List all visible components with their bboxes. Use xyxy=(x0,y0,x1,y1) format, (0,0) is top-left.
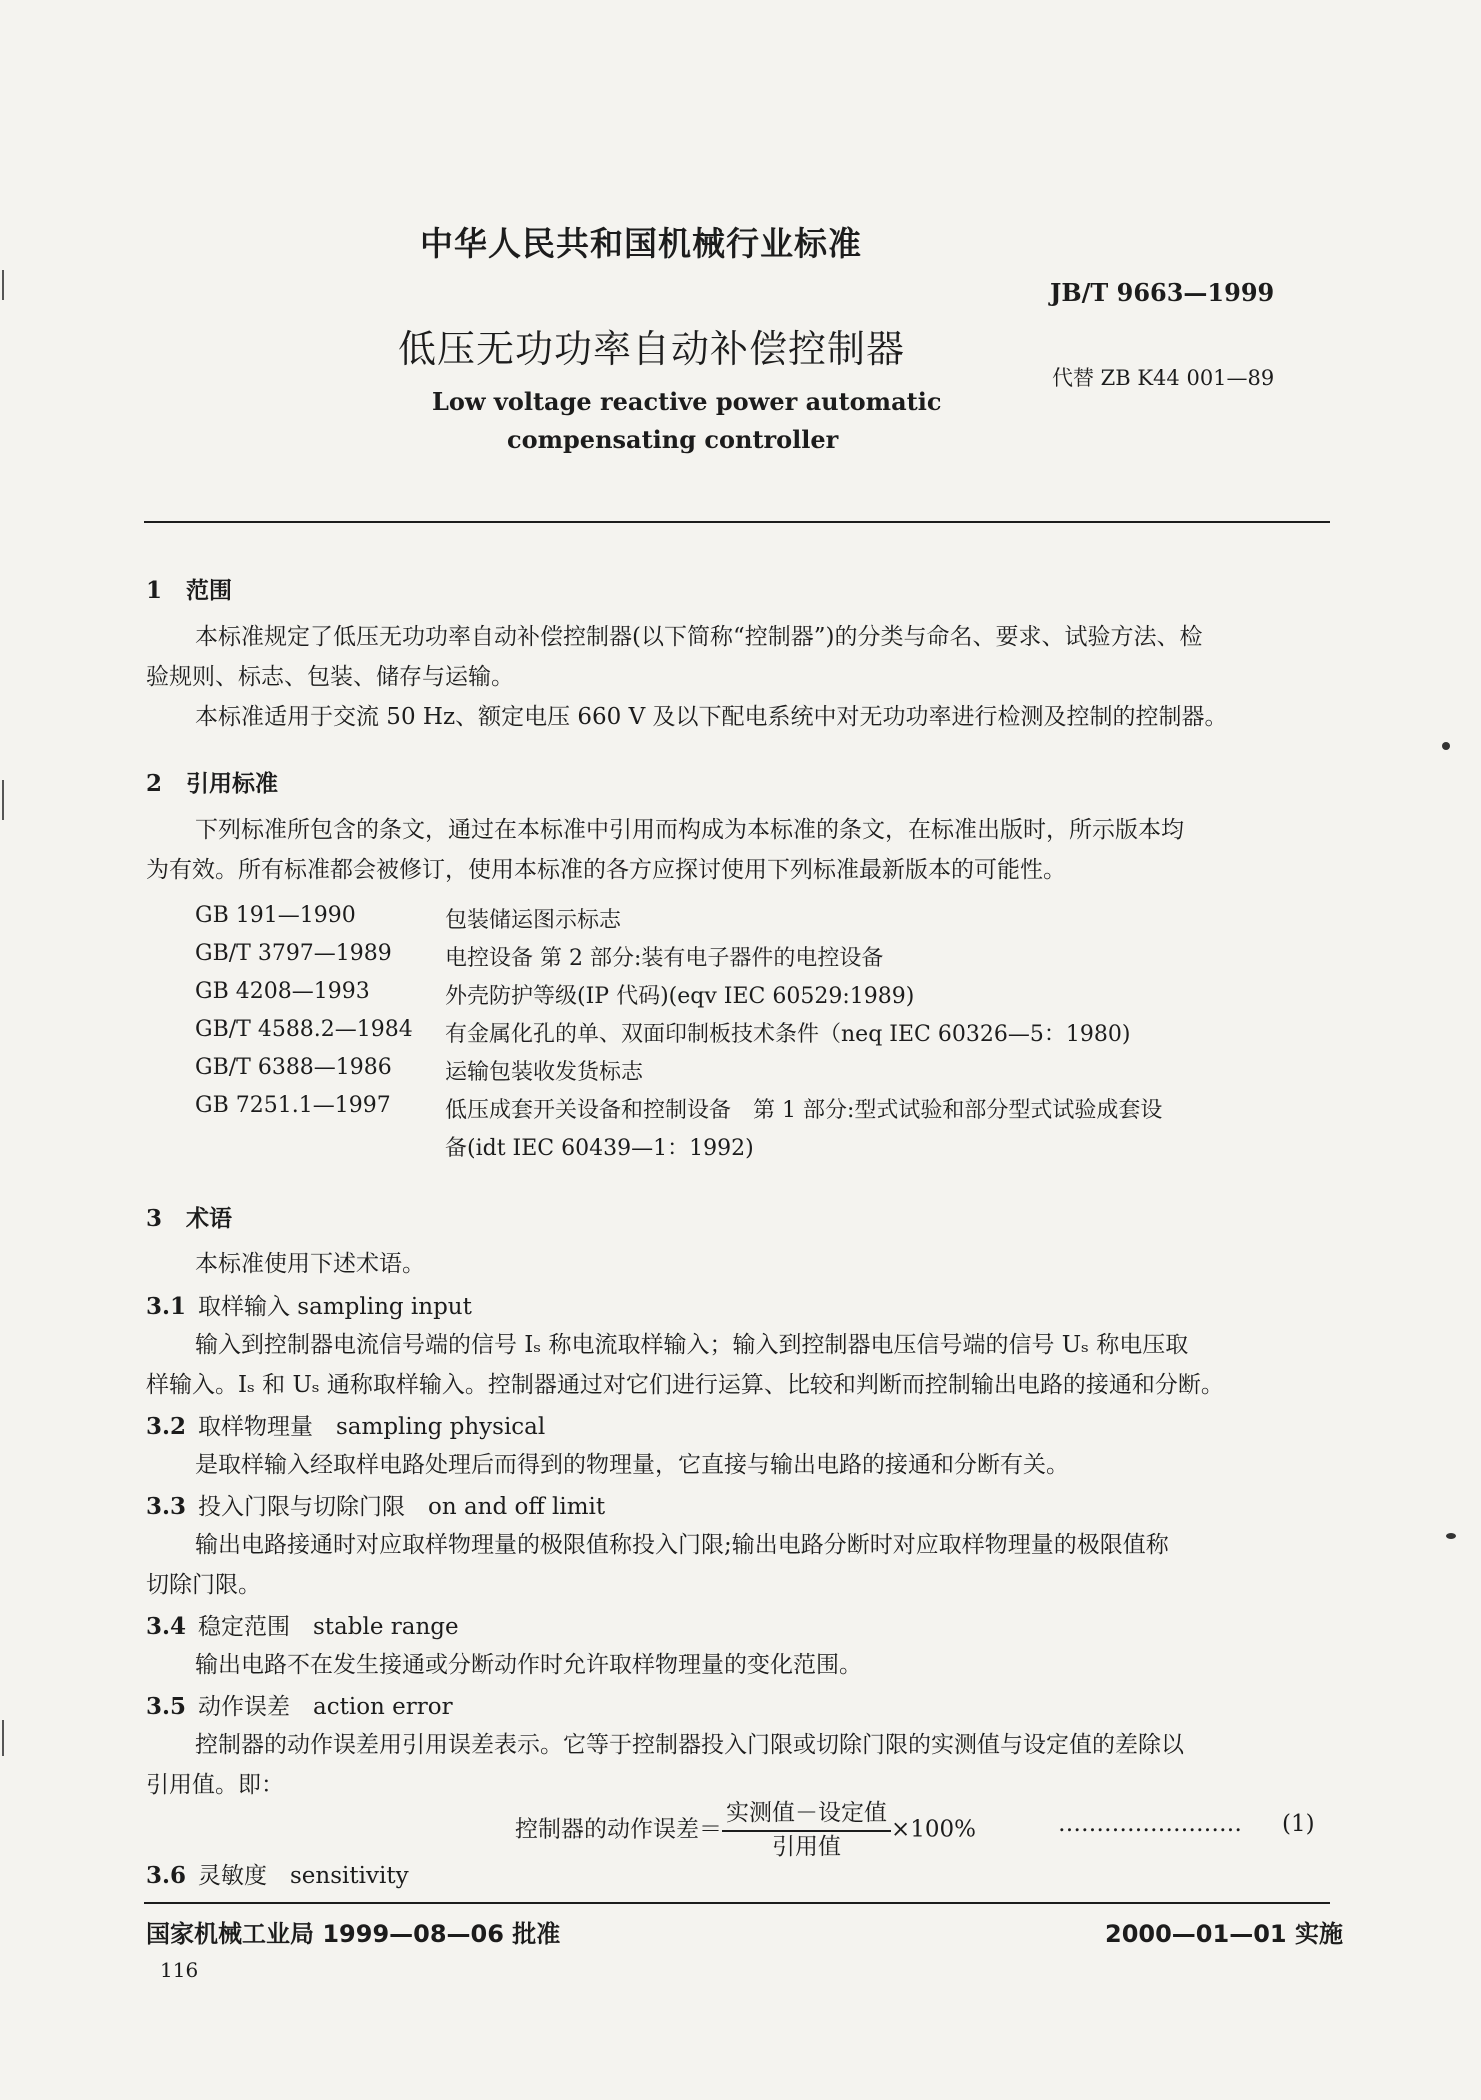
ref-title: 低压成套开关设备和控制设备 第 1 部分:型式试验和部分型式试验成套设 xyxy=(445,1098,1163,1123)
ref-code: GB/T 6388—1986 xyxy=(195,1055,392,1080)
ref-code: GB/T 4588.2—1984 xyxy=(195,1017,413,1042)
term-number: 3.6 xyxy=(146,1862,187,1889)
section-title: 范围 xyxy=(186,578,232,604)
ref-code: GB 4208—1993 xyxy=(195,979,370,1004)
section-title: 引用标准 xyxy=(186,771,278,797)
issuing-org: 中华人民共和国机械行业标准 xyxy=(420,224,862,263)
page-number: 116 xyxy=(160,1958,199,1982)
formula-fraction xyxy=(722,1800,891,1861)
title-english-line2: compensating controller xyxy=(507,425,839,454)
term-3-3-def-line1: 输出电路接通时对应取样物理量的极限值称投入门限;输出电路分断时对应取样物理量的极限值称 xyxy=(195,1532,1169,1558)
term-number: 3.1 xyxy=(146,1293,187,1320)
margin-mark xyxy=(2,270,4,300)
margin-mark xyxy=(2,1720,4,1756)
s1-paragraph1-line1: 本标准规定了低压无功功率自动补偿控制器(以下简称“控制器”)的分类与命名、要求、试验方法、检 xyxy=(195,624,1203,650)
term-number: 3.5 xyxy=(146,1693,187,1720)
ref-code: GB 7251.1—1997 xyxy=(195,1093,391,1118)
replaces-standard: 代替 ZB K44 001—89 xyxy=(1052,366,1275,390)
ref-title-continuation: 备(idt IEC 60439—1：1992) xyxy=(445,1136,754,1161)
term-3-4-def: 输出电路不在发生接通或分断动作时允许取样物理量的变化范围。 xyxy=(195,1652,862,1678)
formula-factor: ×100% xyxy=(891,1816,977,1843)
scan-speck xyxy=(1442,742,1450,750)
section-number: 1 xyxy=(146,577,163,604)
term-label: 灵敏度 sensitivity xyxy=(198,1863,409,1889)
ref-code: GB 191—1990 xyxy=(195,903,356,928)
term-3-3 xyxy=(146,1493,605,1522)
ref-title: 运输包装收发货标志 xyxy=(445,1060,644,1085)
section-number: 2 xyxy=(146,770,163,797)
term-label: 稳定范围 stable range xyxy=(198,1614,459,1640)
ref-title: 电控设备 第 2 部分:装有电子器件的电控设备 xyxy=(445,946,884,971)
term-label: 取样物理量 sampling physical xyxy=(198,1414,546,1440)
s2-paragraph-line1: 下列标准所包含的条文，通过在本标准中引用而构成为本标准的条文，在标准出版时，所示版本均 xyxy=(195,817,1184,843)
formula-lhs: 控制器的动作误差＝ xyxy=(515,1816,722,1843)
term-label: 动作误差 action error xyxy=(198,1694,453,1720)
term-number: 3.4 xyxy=(146,1613,187,1640)
section-title: 术语 xyxy=(186,1206,232,1232)
term-3-1-def-line2: 样输入。Iₛ 和 Uₛ 通称取样输入。控制器通过对它们进行运算、比较和判断而控制输出电路的接通和分断。 xyxy=(146,1372,1224,1398)
term-3-1-def-line1: 输入到控制器电流信号端的信号 Iₛ 称电流取样输入；输入到控制器电压信号端的信号 Uₛ 称电压取 xyxy=(195,1332,1189,1358)
section-1-heading xyxy=(146,572,232,605)
footer-rule xyxy=(144,1902,1330,1904)
s1-paragraph1-line2: 验规则、标志、包装、储存与运输。 xyxy=(146,664,514,690)
formula xyxy=(515,1800,976,1861)
formula-denominator: 引用值 xyxy=(772,1833,841,1860)
formula-number: (1) xyxy=(1282,1811,1315,1837)
ref-title: 外壳防护等级(IP 代码)(eqv IEC 60529:1989) xyxy=(445,984,915,1009)
term-label: 投入门限与切除门限 on and off limit xyxy=(198,1494,606,1520)
term-number: 3.3 xyxy=(146,1493,187,1520)
term-3-5-def-line1: 控制器的动作误差用引用误差表示。它等于控制器投入门限或切除门限的实测值与设定值的差除以 xyxy=(195,1732,1184,1758)
effective-date: 2000—01—01 实施 xyxy=(1105,1920,1343,1948)
title-chinese: 低压无功功率自动补偿控制器 xyxy=(398,327,906,371)
term-3-5-def-line2: 引用值。即： xyxy=(146,1772,284,1798)
term-3-2 xyxy=(146,1413,545,1442)
ref-title: 有金属化孔的单、双面印制板技术条件（neq IEC 60326—5：1980) xyxy=(445,1022,1131,1047)
ref-title: 包装储运图示标志 xyxy=(445,908,622,933)
term-3-6 xyxy=(146,1862,409,1891)
term-3-4 xyxy=(146,1613,459,1642)
ref-code: GB/T 3797—1989 xyxy=(195,941,392,966)
scan-speck xyxy=(1446,1533,1456,1539)
section-2-heading xyxy=(146,765,278,798)
term-number: 3.2 xyxy=(146,1413,187,1440)
title-english-line1: Low voltage reactive power automatic xyxy=(432,387,942,416)
formula-leader: …………………… xyxy=(1058,1811,1242,1837)
s1-paragraph2: 本标准适用于交流 50 Hz、额定电压 660 V 及以下配电系统中对无功功率进行检测及控制的控制器。 xyxy=(195,704,1228,730)
s2-paragraph-line2: 为有效。所有标准都会被修订，使用本标准的各方应探讨使用下列标准最新版本的可能性。 xyxy=(146,857,1066,883)
standard-number: JB/T 9663—1999 xyxy=(1050,278,1275,307)
formula-numerator: 实测值－设定值 xyxy=(722,1800,891,1832)
term-3-5 xyxy=(146,1693,453,1722)
margin-mark xyxy=(2,780,4,820)
term-label: 取样输入 sampling input xyxy=(198,1294,472,1320)
term-3-1 xyxy=(146,1293,472,1322)
section-3-heading xyxy=(146,1200,232,1233)
s3-intro: 本标准使用下述术语。 xyxy=(195,1251,425,1277)
section-number: 3 xyxy=(146,1205,163,1232)
approval-line: 国家机械工业局 1999—08—06 批准 xyxy=(146,1920,561,1948)
term-3-2-def: 是取样输入经取样电路处理后而得到的物理量，它直接与输出电路的接通和分断有关。 xyxy=(195,1452,1069,1478)
header-rule xyxy=(144,521,1330,523)
term-3-3-def-line2: 切除门限。 xyxy=(146,1572,261,1598)
